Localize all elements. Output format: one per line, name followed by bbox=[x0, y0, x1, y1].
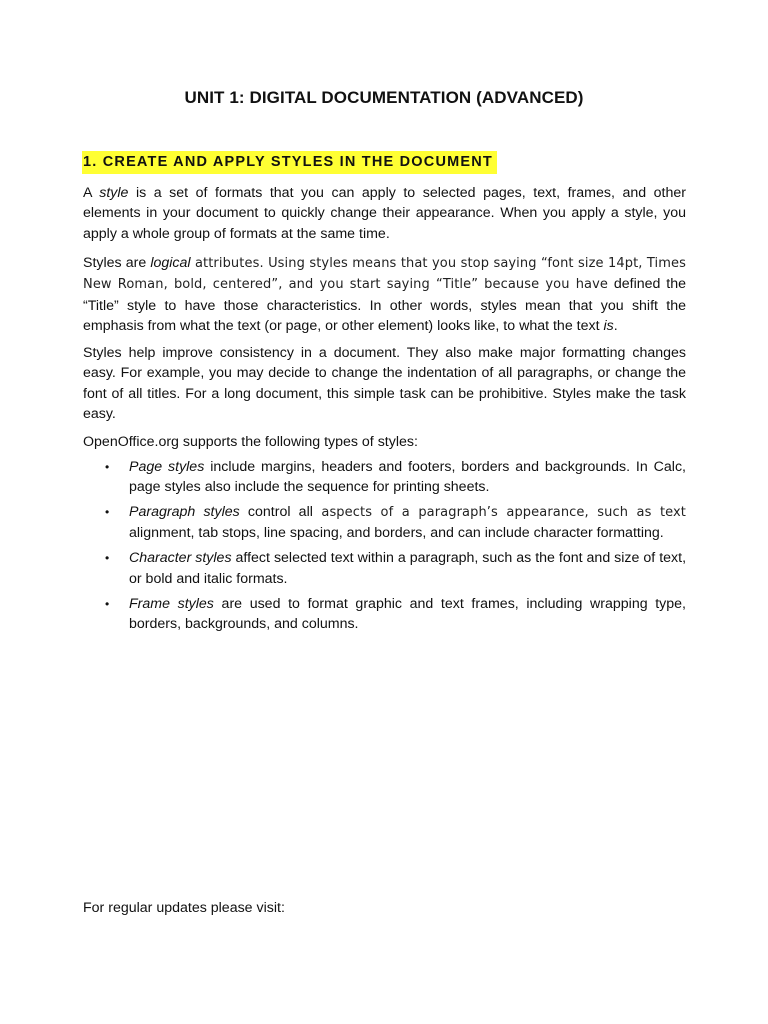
list-item-character-styles bbox=[83, 548, 686, 589]
style-types-list bbox=[83, 457, 686, 639]
list-item-frame-styles bbox=[83, 594, 686, 635]
text-run: is a set of formats that you can apply to selected pages, text, frames, and other elements in your document to quickly change their appearance. When you apply a style, you apply a whole group of formats at the same time. bbox=[83, 185, 686, 242]
section-heading: 1. CREATE AND APPLY STYLES IN THE DOCUMENT bbox=[82, 151, 497, 174]
list-item-term: Page styles bbox=[129, 459, 205, 475]
text-run: . bbox=[613, 317, 618, 334]
footer-updates-text: For regular updates please visit: bbox=[83, 900, 285, 916]
bullet-icon: • bbox=[105, 505, 110, 520]
paragraph-logical-attributes bbox=[83, 253, 686, 336]
bullet-icon: • bbox=[105, 596, 110, 611]
text-run: A bbox=[83, 185, 100, 201]
bullet-icon: • bbox=[105, 460, 110, 474]
list-item-page-styles bbox=[83, 457, 686, 498]
paragraph-text: Styles help improve consistency in a document. They also make major formatting changes easy. For example, you may decide to change the indentation of all paragraphs, or change the font of all titles. For a long document, this simple task can be prohibitive. Styles make the task easy. bbox=[83, 345, 686, 422]
list-item-text: are used to format graphic and text frames, including wrapping type, borders, backgrounds, and columns. bbox=[129, 595, 687, 632]
text-run: Styles are bbox=[83, 255, 151, 271]
style-term: style bbox=[99, 185, 129, 201]
list-item-paragraph-styles bbox=[83, 502, 686, 544]
list-item-term: Frame styles bbox=[129, 595, 214, 612]
bullet-icon: • bbox=[105, 551, 110, 566]
text-run-alt-font: attributes. Using styles means that you stop saying “font size 14pt, Times New Roman, bold, centered”, and you start saying “Title” because you have bbox=[83, 256, 686, 293]
list-item-text: include margins, headers and footers, borders and backgrounds. In Calc, page styles also include the sequence for printing sheets. bbox=[129, 459, 686, 496]
paragraph-style-definition bbox=[83, 183, 686, 244]
document-title: UNIT 1: DIGITAL DOCUMENTATION (ADVANCED) bbox=[184, 88, 584, 107]
list-item-text: alignment, tab stops, line spacing, and borders, and can include character formatting. bbox=[129, 525, 664, 542]
list-item-text: control all bbox=[239, 504, 313, 521]
is-term: is bbox=[603, 317, 614, 334]
paragraph-consistency bbox=[83, 343, 686, 424]
paragraph-text: OpenOffice.org supports the following types of styles: bbox=[83, 434, 418, 450]
logical-term: logical bbox=[150, 255, 191, 271]
list-item-term: Character styles bbox=[129, 550, 232, 567]
list-item-term: Paragraph styles bbox=[129, 504, 240, 521]
paragraph-supported-types bbox=[83, 432, 686, 452]
list-item-text: affect selected text within a paragraph, such as the font and size of text, or bold and italic formats. bbox=[129, 550, 687, 587]
list-item-text-alt-font: aspects of a paragraph’s appearance, such as text bbox=[312, 505, 686, 521]
text-run: defined the “Title” style to have those characteristics. In other words, styles mean that you shift the emphasis from what the text (or page, or other element) looks like, to what the text bbox=[83, 276, 686, 334]
